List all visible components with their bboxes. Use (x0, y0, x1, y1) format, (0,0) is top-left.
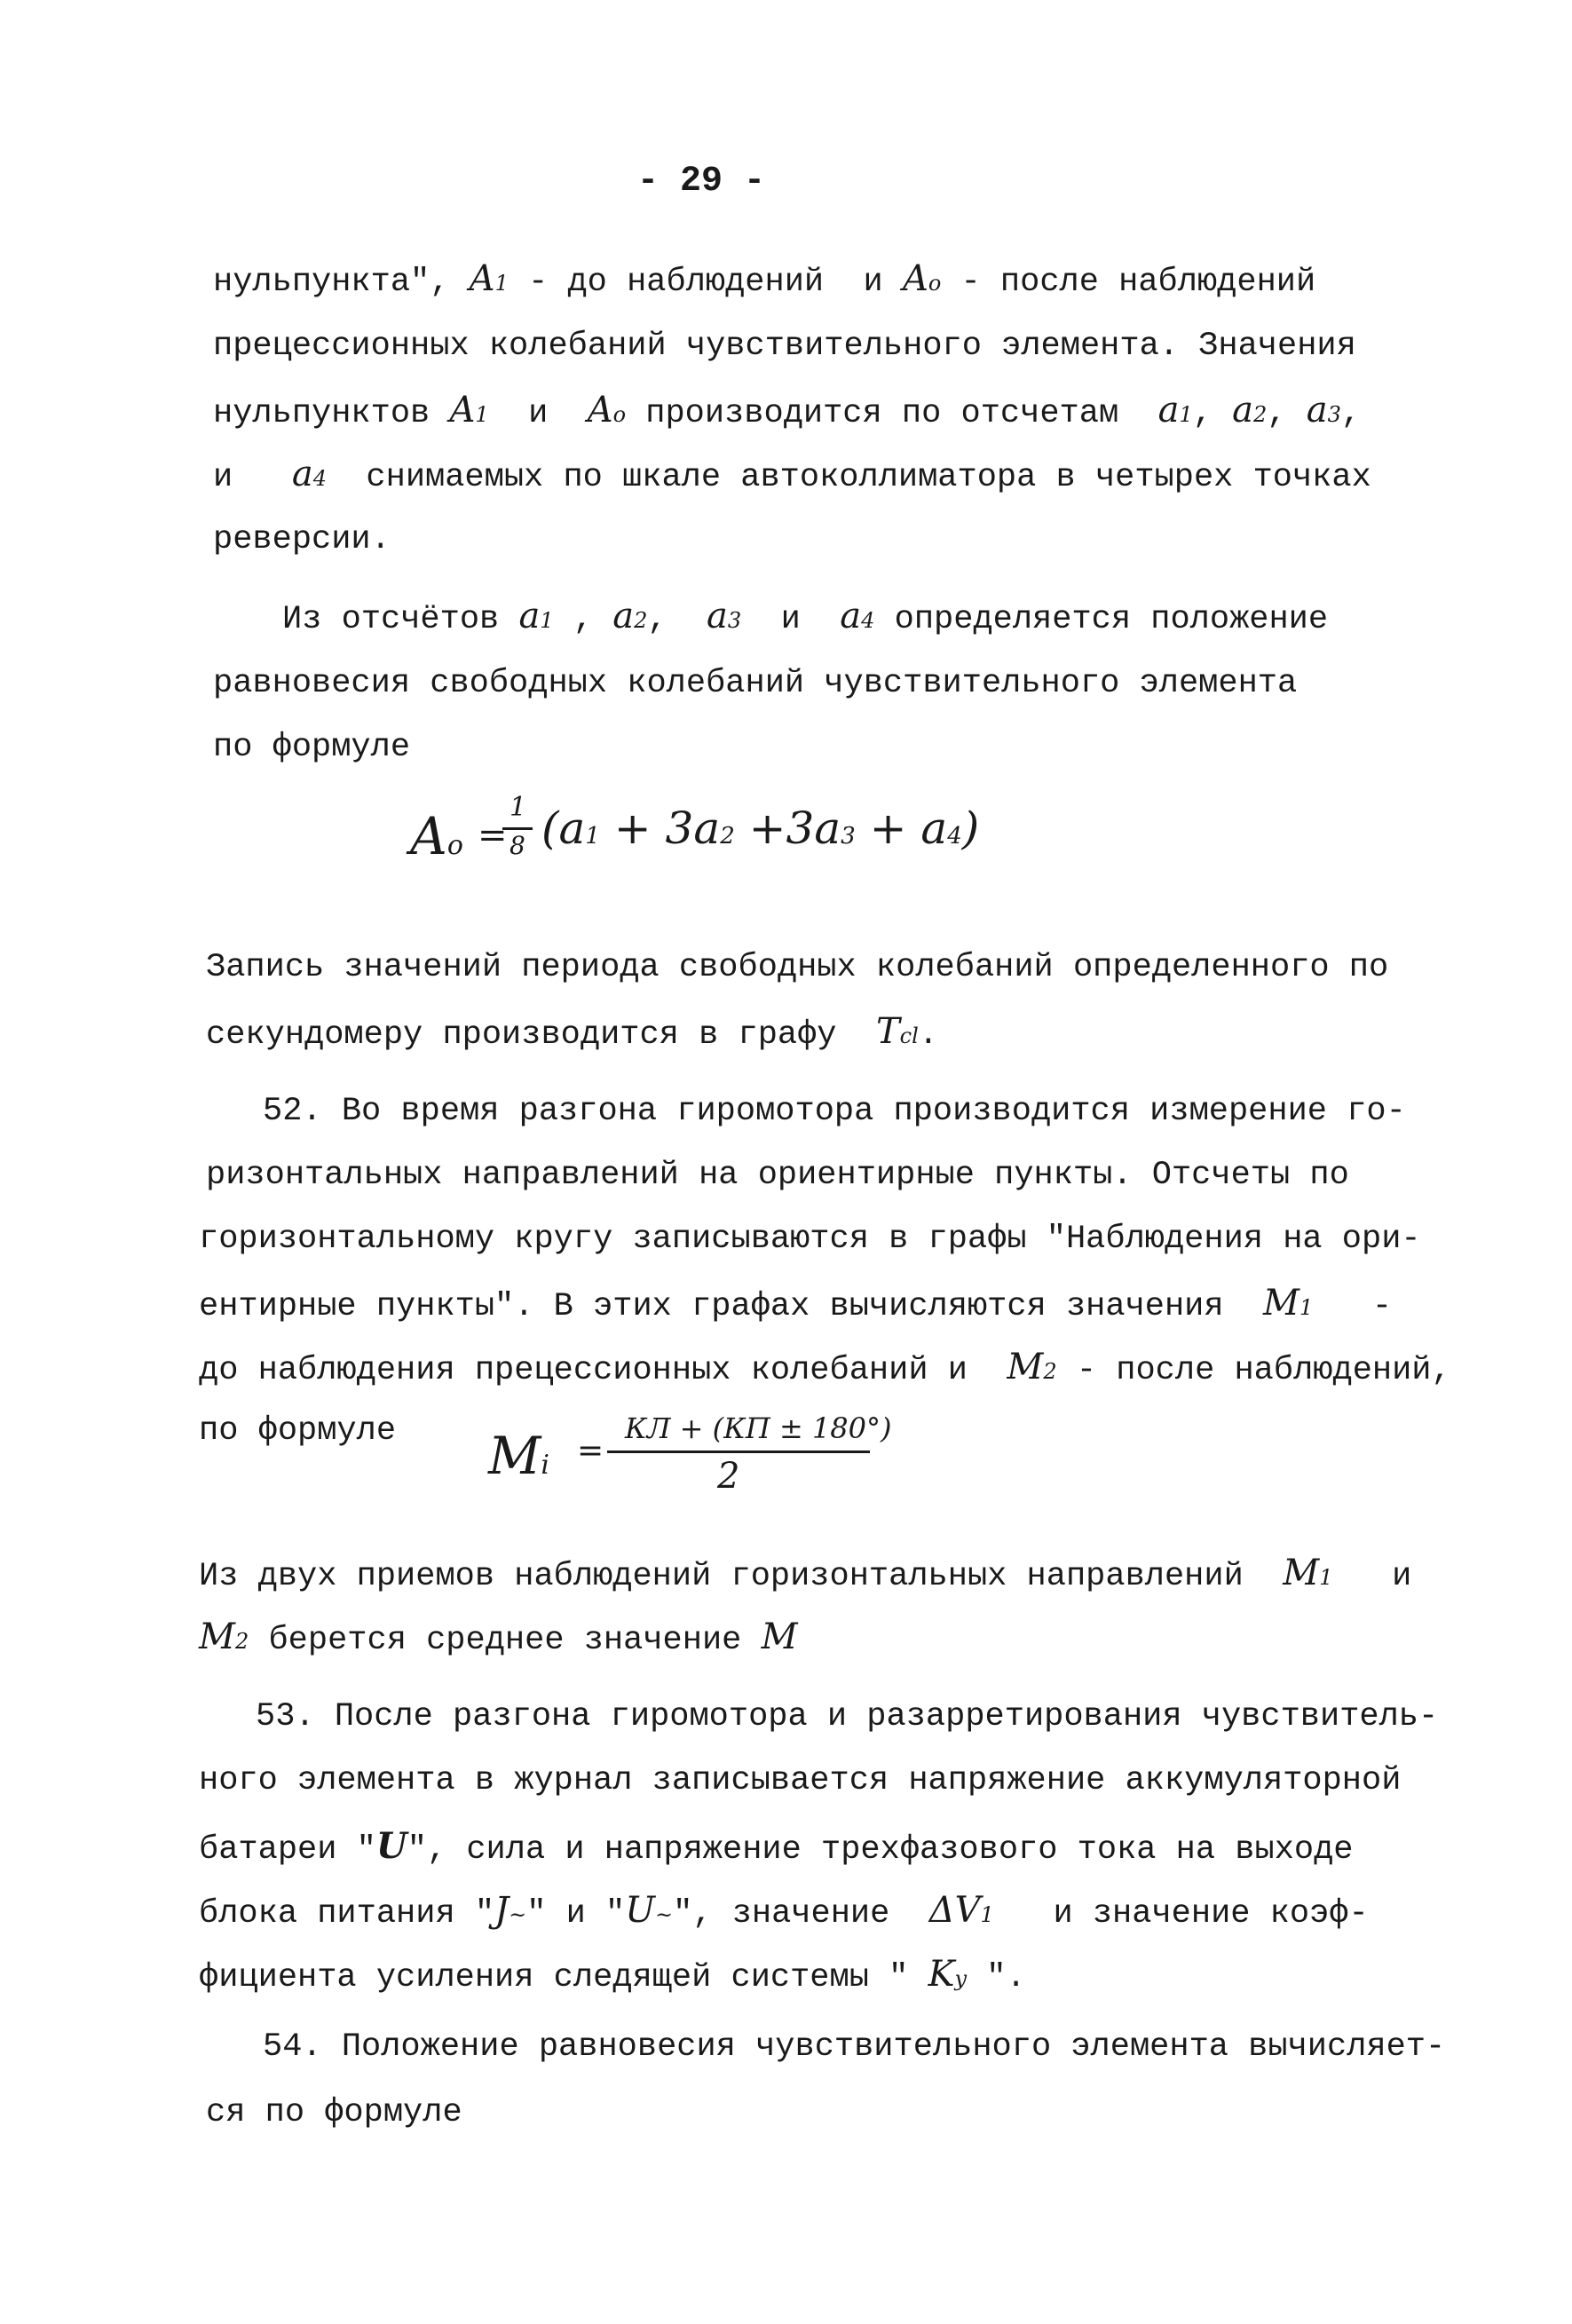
text: ", сила и напряжение трехфазового тока на выходе (407, 1831, 1354, 1869)
p2-line1 (282, 597, 1328, 640)
symbol-a3: a (707, 596, 728, 636)
text: Из двух приемов наблюдений горизонтальных направлений (199, 1558, 1244, 1595)
p4-line1: 52. Во время разгона гиромотора производится измерение го- (263, 1093, 1406, 1130)
symbol-M2: M (199, 1617, 235, 1657)
p4-line3: горизонтальному кругу записываются в графы "Наблюдения на ори- (199, 1221, 1421, 1258)
formula1-body (541, 802, 979, 854)
symbol-A0: A (902, 258, 928, 299)
text: нульпункта", (213, 264, 450, 301)
text: - после наблюдений (960, 264, 1316, 301)
text: снимаемых по шкале автоколлиматора в четырех точках (366, 459, 1371, 496)
symbol-M2: M (1007, 1347, 1044, 1387)
p2-line2: равновесия свободных колебаний чувствительного элемента (213, 665, 1298, 702)
text: секундомеру производится в графу (206, 1016, 837, 1054)
term: +3a (734, 802, 841, 854)
text: блока питания " (199, 1895, 495, 1933)
formula1-eq: = (478, 815, 508, 856)
text: и (528, 395, 549, 432)
symbol-K: K (928, 1954, 955, 1995)
text: фициента усиления следящей системы " (199, 1959, 909, 1996)
subscript: 1 (980, 1902, 994, 1927)
subscript: 3 (841, 823, 856, 850)
subscript: 2 (1253, 402, 1268, 427)
text: и значение коэф- (1053, 1895, 1369, 1933)
p1-line2: прецессионных колебаний чувствительного элемента. Значения (213, 328, 1356, 365)
p1-line1 (213, 259, 1315, 303)
p4-line6: по формуле (199, 1412, 397, 1450)
symbol-a1: a (518, 596, 541, 636)
formula1-lhs (410, 806, 463, 866)
symbol-a4: a (840, 596, 862, 636)
separator: , (647, 601, 668, 638)
p7-line2: ся по формуле (206, 2094, 462, 2131)
separator: , (1340, 395, 1362, 432)
subscript: cl (899, 1024, 919, 1048)
symbol-J: J (494, 1890, 510, 1931)
p1-line5: реверсии. (213, 521, 391, 558)
p6-line1: 53. После разгона гиромотора и разарретирования чувствитель- (256, 1698, 1439, 1735)
separator: , (1267, 395, 1287, 432)
subscript: ~ (654, 1902, 674, 1927)
symbol-A1: A (449, 390, 476, 431)
subscript: 2 (720, 823, 735, 850)
text: Из отсчётов (282, 601, 500, 638)
term: + 3a (599, 802, 721, 854)
subscript: 1 (1319, 1565, 1333, 1590)
p1-line4 (213, 455, 1371, 498)
symbol-a3: a (1306, 390, 1328, 431)
subscript: 3 (1327, 402, 1341, 427)
subscript: o (446, 830, 463, 861)
formula2-numerator: КЛ + (КП ± 180°) (625, 1411, 892, 1445)
subscript: o (928, 271, 942, 296)
symbol-a2: a (1232, 390, 1254, 431)
formula2-fraction-bar (607, 1451, 870, 1453)
p6-line5 (199, 1955, 1026, 1998)
p5-line2 (199, 1617, 798, 1661)
term: ) (961, 802, 980, 854)
p3-line2 (206, 1012, 938, 1055)
term: + a (855, 802, 948, 854)
symbol-M: M (761, 1617, 798, 1657)
p4-line2: ризонтальных направлений на ориентирные пункты. Отсчеты по (206, 1157, 1349, 1194)
p6-line2: ного элемента в журнал записывается напряжение аккумуляторной (199, 1762, 1402, 1799)
symbol-U: U (625, 1890, 655, 1931)
symbol-T: T (875, 1011, 900, 1052)
symbol-A0: A (587, 390, 613, 431)
symbol: A (410, 806, 447, 866)
term: (a (541, 802, 586, 854)
formula2-lhs (488, 1426, 549, 1486)
p6-line4 (199, 1891, 1369, 1934)
symbol-U: U (375, 1825, 407, 1867)
text: нульпунктов (213, 395, 431, 432)
formula2-eq: = (577, 1433, 604, 1469)
subscript: 1 (1299, 1295, 1314, 1320)
subscript: 2 (1043, 1359, 1057, 1384)
text: " и " (526, 1895, 626, 1933)
text: производится по отсчетам (645, 395, 1119, 432)
p4-line5 (199, 1348, 1451, 1391)
text: определяется положение (894, 601, 1329, 638)
symbol-a4: a (291, 454, 313, 494)
p1-line3 (213, 391, 1361, 434)
symbol-deltaV: ΔV (928, 1890, 981, 1931)
p3-line1: Запись значений периода свободных колебаний определенного по (206, 949, 1389, 986)
subscript: 1 (1179, 402, 1193, 427)
symbol-a1: a (1157, 390, 1180, 431)
formula1-numerator: 1 (510, 792, 527, 823)
separator: , (573, 601, 594, 638)
text: и (1392, 1558, 1412, 1595)
subscript: 3 (727, 608, 742, 633)
text: до наблюдения прецессионных колебаний и (199, 1352, 968, 1389)
p7-line1: 54. Положение равновесия чувствительного элемента вычисляет- (263, 2028, 1446, 2066)
subscript: 4 (861, 608, 875, 633)
text: ентирные пункты". В этих графах вычисляются значения (199, 1288, 1224, 1325)
page-number: - 29 - (637, 162, 766, 202)
subscript: 2 (234, 1629, 249, 1654)
text: - (1371, 1288, 1393, 1325)
text: - после наблюдений, (1076, 1352, 1451, 1389)
symbol: M (488, 1426, 541, 1486)
subscript: 4 (947, 823, 962, 850)
text: и (780, 601, 801, 638)
separator: , (1192, 395, 1213, 432)
text: . (918, 1016, 938, 1054)
subscript: 1 (585, 823, 600, 850)
p5-line1 (199, 1553, 1411, 1597)
text: берется среднее значение (268, 1622, 742, 1659)
subscript: 1 (494, 271, 509, 296)
formula2-denominator: 2 (717, 1456, 740, 1497)
subscript: o (612, 402, 627, 427)
text: - до наблюдений и (528, 264, 883, 301)
text: ", значение (673, 1895, 890, 1933)
subscript: 1 (475, 402, 489, 427)
symbol-M1: M (1263, 1283, 1299, 1324)
subscript: 2 (634, 608, 648, 633)
formula1-denominator: 8 (510, 831, 525, 860)
subscript: 1 (540, 608, 554, 633)
symbol-M1: M (1283, 1553, 1320, 1593)
subscript: i (541, 1450, 549, 1481)
subscript: y (954, 1966, 968, 1991)
text: батареи " (199, 1831, 376, 1869)
text: и (213, 459, 233, 496)
subscript: ~ (509, 1902, 527, 1927)
symbol-A1: A (469, 258, 495, 299)
subscript: 4 (312, 466, 327, 491)
p4-line4 (199, 1284, 1392, 1327)
symbol-a2: a (612, 596, 635, 636)
p6-line3 (199, 1827, 1354, 1869)
formula1-fraction-bar (502, 827, 533, 830)
text: ". (986, 1959, 1026, 1996)
p2-line3: по формуле (213, 729, 411, 766)
